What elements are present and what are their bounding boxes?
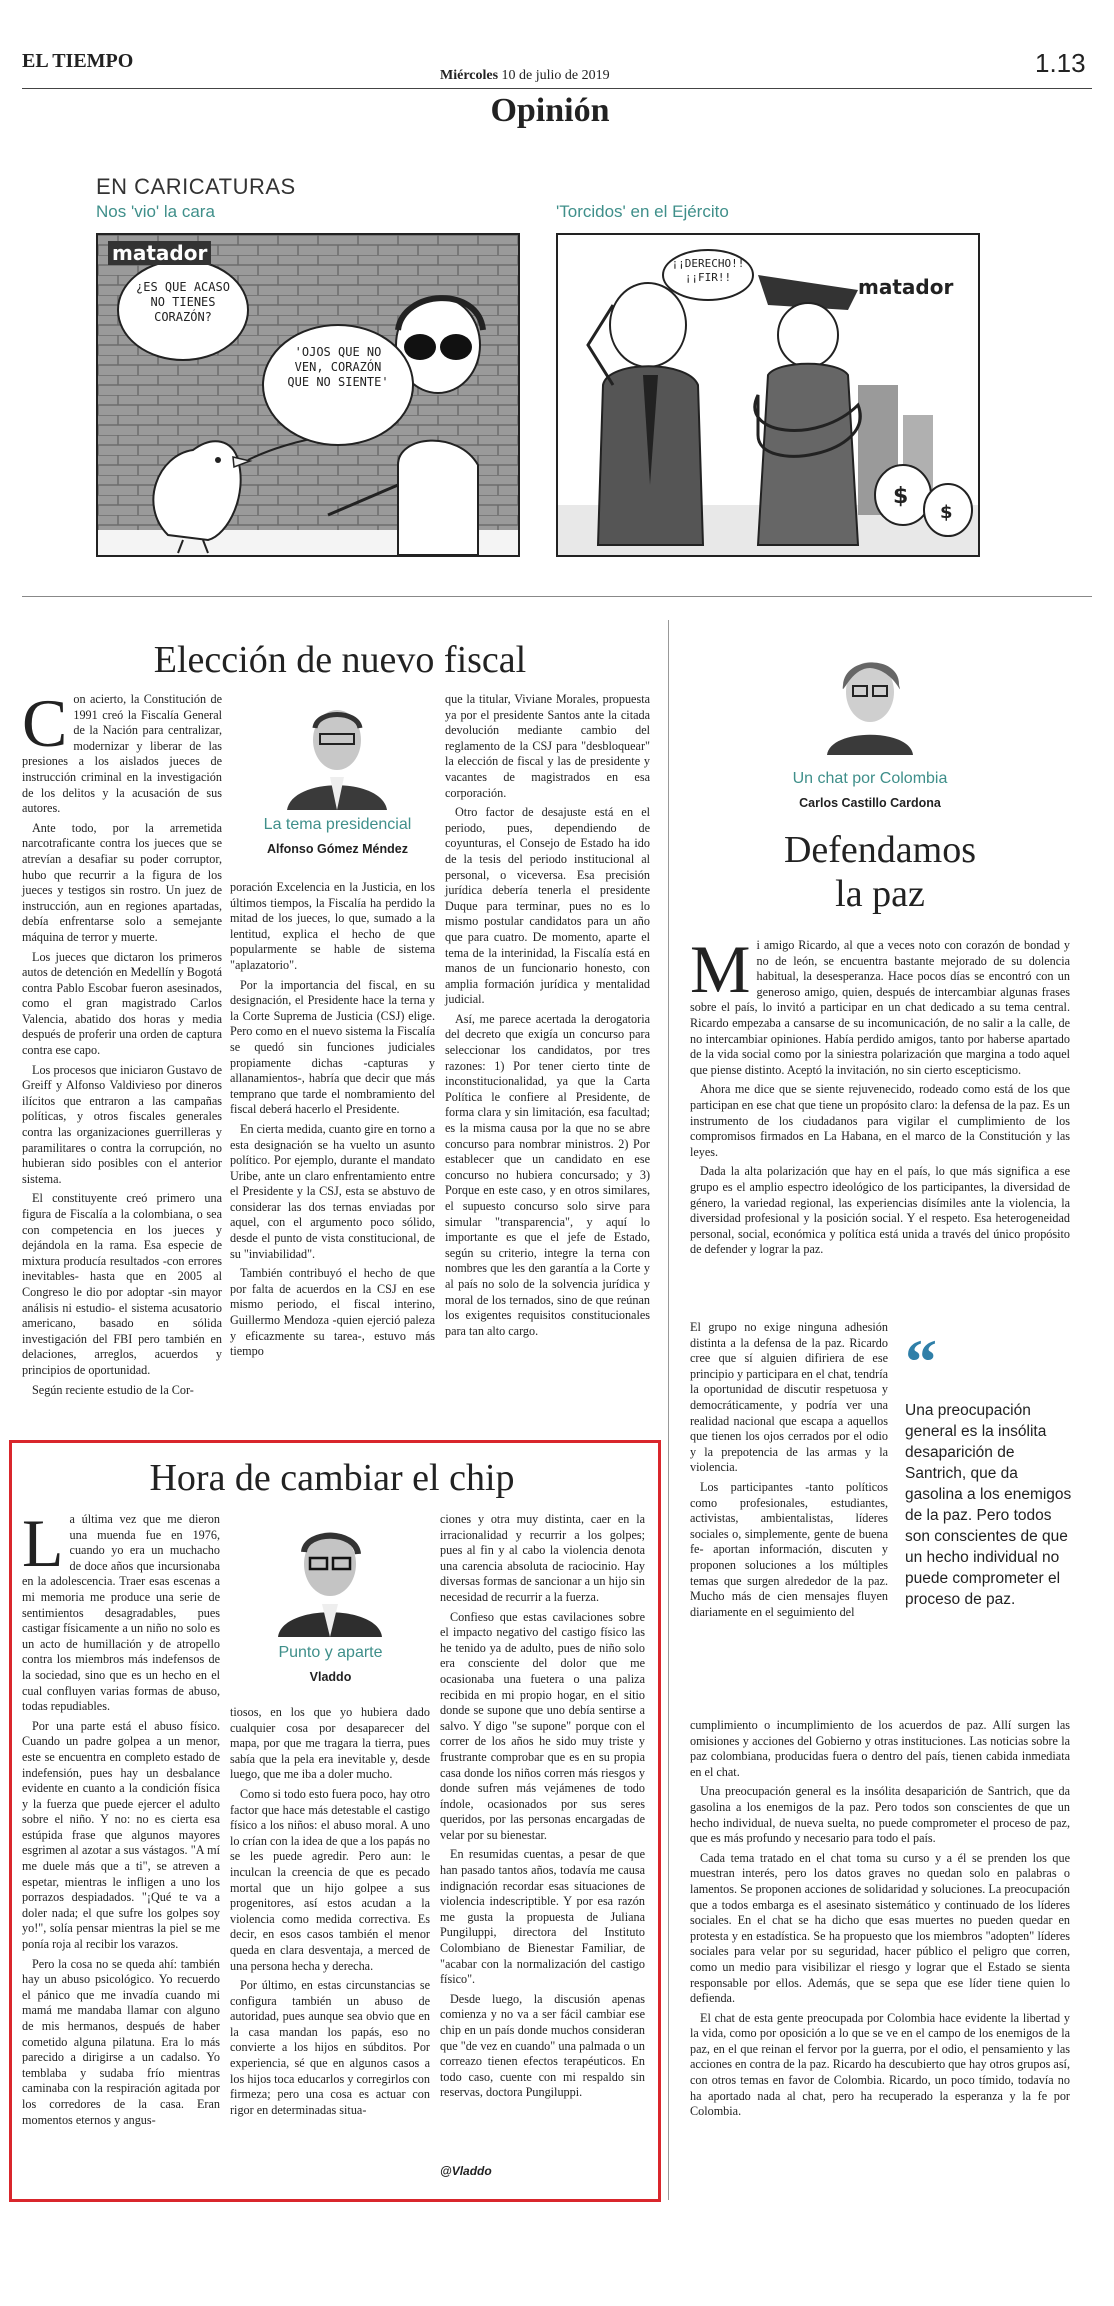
author-photo-drawing [272, 692, 402, 810]
article1-paragraph: poración Excelencia en la Justicia, en los últimos tiempos, la Fiscalía ha perdido la mitad de los jueces, lo que, sumado a la lentitud, explica el hecho de que popularmente se hable de sistema "aplazatorio". [230, 880, 435, 972]
article1-dropcap: C [22, 685, 68, 761]
article3-paragraph: tiosos, en los que yo hubiera dado cualquier cosa por desaparecer del mapa, por que me tragara la tierra, pues sabía que la pela era inevitable y, desde luego, que me iba a doler mucho. [230, 1705, 430, 1782]
article3-paragraph: En resumidas cuentas, a pesar de que han pasado tantos años, todavía me causa indignación recordar esas situaciones de violencia indescriptible. Y por esa razón me gusta la propuesta de Juliana Pungiluppi, directora del Instituto Colombiano de Bienestar Familiar, de "acabar con la normalización del castigo físico". [440, 1847, 645, 1987]
article3-col2 [230, 1705, 430, 2122]
cartoons-rule [22, 596, 1092, 597]
cartoon-left-caption: Nos 'vio' la cara [96, 202, 215, 221]
article1-author: Alfonso Gómez Méndez [267, 842, 408, 856]
article2-headline-line1: Defendamos [783, 829, 977, 871]
article3-paragraph: Confieso que estas cavilaciones sobre el impacto negativo del castigo físico las he tenido ya de adulto, pues de niño solo era consciente del dolor que me ocasionaba una fuetera o una paliza recibida en mi propio hogar, en el sitio donde se supone que uno debía sentirse a salvo. Y digo "se supone" porque con el correr de los años he sido muy triste y frustrante comprobar que es en su propia casa donde los niños corren más riesgos y donde sufren más vejámenes de todo índole, ocasionados por sus seres queridos, por las personas encargadas de velar por su bienestar. [440, 1609, 645, 1842]
cartoon-right-caption: 'Torcidos' en el Ejército [556, 202, 729, 221]
article2-paragraph: i amigo Ricardo, al que a veces noto con corazón de bondad y no de león, se encuentra bastante mejorado de su dolencia habitual, la desesperanza. Hace pocos días se encontró con un generoso amigo, quien, después de intercambiar algunas frases sobre el país, lo invitó a participar en un chat dedicado a su tema central. Ricardo empezaba a cansarse de su incomunicación, de no salir a la calle, de no intercambiar opiniones. Había perdido amigos, tanto por haberse apartado de la vida social como por la siniestra polarización que margina a todo aquel que piense distinto. Aceptó la invitación, no sin cierto escepticismo. [690, 938, 1070, 1077]
cartoon-left [96, 233, 520, 557]
issue-date [440, 68, 610, 84]
svg-text:$: $ [940, 502, 953, 523]
article3-column-name: Punto y aparte [278, 1644, 383, 1661]
article2-paragraph: Ahora me dice que se siente rejuvenecido, rodeado como está de los que participan en ese chat que tiene un propósito claro: la defensa de la paz. Es un instrumento de los ciudadanos para vigilar el cumplimiento de los compromisos firmados en La Habana, en el marco de la Constitución y las leyes. [690, 1082, 1070, 1159]
page-number: 1.13 [1035, 48, 1086, 78]
article3-signature: @Vladdo [440, 2164, 492, 2178]
article2-paragraph: Los participantes -tanto políticos como profesionales, estudiantes, activistas, ambientalistas, líderes sociales o, simplemente, gente de buena fe- aportan información, discuten y proponen soluciones a los múltiples temas que surgen alrededor de la paz. Mucho más de cien mensajes fluyen diariamente en el seguimiento del [690, 1479, 888, 1619]
article1-paragraph: Así, me parece acertada la derogatoria del decreto que exigía un concurso para seleccionar los candidatos, por tres razones: 1) Por tener cierto tinte de inconstitucionalidad, ya que la Carta Política le confiere al Presidente, de forma clara y sin limitación, esa facultad; es la misma causa por la que no se abre concurso para nombrar ministros. 2) Por establecer que un candidato en ese concurso no hubiera concursado; y 3) Porque en este caso, y en otros similares, el supuesto concurso solo sirve para simular "transparencia", y aquí lo importante es que el jefe de Estado, según su criterio, integre la terna con nombres que les den garantía a la Corte y al país no solo de la solvencia jurídica y moral de los ternados, sino de que reúnan los exigentes requisitos constitucionales para tan alto cargo. [445, 1011, 650, 1338]
article1-column-name: La tema presidencial [263, 816, 412, 833]
article2-author: Carlos Castillo Cardona [799, 796, 941, 810]
article3-col3 [440, 1512, 645, 2105]
article1-paragraph: Por la importancia del fiscal, en su designación, el Presidente hace la terna y la Corte Suprema de Justicia (CSJ) elige. Pero como en el nuevo sistema la Fiscalía se quedó sin funciones judiciales propiamente dichas -capturas y allanamientos-, habría que decir que más temprano que tarde el nombramiento del fiscal deberá hacerlo el Presidente. [230, 977, 435, 1117]
quote-mark-icon: “ [905, 1326, 937, 1397]
article2-pullquote: Una preocupación general es la insólita desaparición de Santrich, que da gasolina a los enemigos de la paz. Pero todos son conscientes de que un hecho individual no puede comprometer el proceso de paz. [905, 1402, 1072, 1608]
article1-paragraph: También contribuyó el hecho de que por falta de acuerdos en la CSJ en ese mismo periodo, el fiscal interino, Guillermo Mendoza -quien ejerció paleza y eficazmente su tarea-, estuvo más tiempo [230, 1266, 435, 1359]
article2-headline [690, 828, 1070, 916]
article3-paragraph: Pero la cosa no se queda ahí: también hay un abuso psicológico. Yo recuerdo el pánico que me invadía cuando mi mamá me mandaba llamar con alguno de mis hermanos, después de haber cometido alguna pilatuna. Era lo más parecido a dirigirse a un cadalso. Yo temblaba y sudaba frío mientras caminaba con la respiración agitada por los corredores de la casa. Eran momentos eternos y angus- [22, 1956, 220, 2127]
article1-paragraph: Ante todo, por la arremetida narcotraficante contra los jueces que se atrevían a desafiar su poder corruptor, hubo que recurrir a la figura de los jueces y testigos sin rostro. Un juez de instrucción, aun en regiones apartadas, debía enfrentarse solo a semejante máquina de terror y muerte. [22, 820, 222, 944]
author-photo-drawing [815, 640, 925, 755]
article3-author: Vladdo [309, 1670, 352, 1684]
article2-dropcap: M [690, 931, 751, 1007]
article1-paragraph: on acierto, la Constitución de 1991 creó la Fiscalía General de la Nación para centralizar, modernizar y liberar de las presiones a los aislados jueces de instrucción criminal en la investigación de los delitos y la acusación de sus autores. [22, 692, 222, 816]
article3-paragraph: Por una parte está el abuso físico. Cuando un padre golpea a un menor, este se encuentra en completo estado de indefensión, pues hay un desbalance evidente en cuanto a la condición física y la fuerza que puede ejercer el adulto sobre el niño. Y no: no es cierta esa estúpida frase que algunos mayores esgrimen al azotar a sus vástagos. "A mí me duele más que a ti", se atreven a espetar, mientras le infligen a uno los porrazos despiadados. "¡Qué te va a doler nada; el que sufre los golpes soy yo!", solía pensar mientras la piel se me ponía roja al recibir los varazos. [22, 1718, 220, 1952]
article2-paragraph: Dada la alta polarización que hay en el país, lo que más significa a ese grupo es el amplio espectro ideológico de los participantes, la diversidad de género, la variedad regional, las experiencias disímiles ante la violencia, la diversidad profesional y la posición social. Y el respeto. Esa heterogeneidad personal, social, económica y política está unida a través del único propósito de defender y lograr la paz. [690, 1164, 1070, 1257]
article1-paragraph: El constituyente creó primero una figura de Fiscalía a la colombiana, o sea con competencia en los jueces y dejándola en la rama. Esa especie de mixtura producía resultados -con errores inevitables- hasta que en 2005 al Congreso le dio por adoptar -sin mayor análisis ni estudio- el sistema acusatorio americano, basado en sólida investigación del FBI pero también en delaciones, arreglos, acuerdos y principios de oportunidad. [22, 1191, 222, 1377]
article2-paragraph: Una preocupación general es la insólita desaparición de Santrich, que da gasolina a los enemigos de la paz. Pero todos son conscientes de que un hecho individual, de nueva suelta, no puede comprometer el proceso de paz, que es más profundo y necesario para todo el país. [690, 1784, 1070, 1846]
article2-body-bottom [690, 1718, 1070, 2124]
column-divider [668, 620, 669, 2200]
cartoons-title: EN CARICATURAS [96, 174, 296, 199]
article2-paragraph: El chat de esta gente preocupada por Colombia hace evidente la libertad y la vida, como por oposición a lo que se ve en el campo de los enemigos de la paz, en el que reinan el fervor por la guerra, por el odio, el pensamiento y las acciones en contra de la paz. Ricardo ha descubierto que hay otros grupos así, con otros temas en favor de Colombia. Ricardo, un poco tímido, todavía no ha aportado nada al chat, pero ha recuperado la esperanza y la fe por Colombia. [690, 2010, 1070, 2119]
article1-paragraph: Otro factor de desajuste está en el periodo, pues, dependiendo de coyunturas, el Consejo de Estado ha ido de la tesis del periodo institucional al personal, o viceversa. Esa precisión jurídica debería tenerla el presidente Duque para terminar, pues no es lo mismo postular candidatos para un año que para cuatro. De momento, aparte el tema de la interinidad, la Fiscalía está en manos de un funcionario honesto, con amplia formación jurídica y mentalidad judicial. [445, 805, 650, 1007]
article2-paragraph: El grupo no exige ninguna adhesión distinta a la defensa de la paz. Ricardo cree que sí alguien difiriera de ese principio y participara en el chat, tendría la oportunidad de discutir respetuosa y democráticamente, y podría ver una realidad nacional que escapa a aquellos que tienen los ojos cerrados por el odio y la prepotencia de las armas y la violencia. [690, 1320, 888, 1475]
article1-paragraph: Los procesos que iniciaron Gustavo de Greiff y Alfonso Valdivieso por dineros ilícitos que entraron a las campañas políticas, y otros fiscales generales contra las organizaciones guerrilleras y paramilitares o contra la corrupción, no hubieran sido posibles con el anterior sistema. [22, 1062, 222, 1186]
article2-headline-line2: la paz [835, 873, 925, 915]
article1-paragraph: En cierta medida, cuanto gire en torno a esta designación se ha vuelto un asunto político. Por ejemplo, durante el mandato Uribe, ante un claro enfrentamiento entre el Presidente y la CSJ, esta se abstuvo de considerar las dos ternas enviadas por aquel, con el argumento poco sólido, desde el punto de vista constitucional, de su "inviabilidad". [230, 1121, 435, 1261]
article3-col1 [22, 1505, 220, 2132]
cartoon-left-signature: matador [108, 241, 211, 265]
article1-col2 [230, 880, 435, 1364]
author-photo-drawing [270, 1512, 390, 1637]
article2-author-photo [815, 640, 925, 755]
article3-paragraph: Desde luego, la discusión apenas comienza y no va a ser fácil cambiar ese chip en un país donde muchos consideran que "de vez en cuando" una palmada o un correazo tienen efectos terapéuticos. En todo caso, cuente con mi respaldo sin reservas, doctora Pungiluppi. [440, 1991, 645, 2100]
date-day: Miércoles [440, 68, 499, 83]
article2-body-mid [690, 1320, 888, 1624]
article1-paragraph: Los jueces que dictaron los primeros autos de detención en Medellín y Bogotá contra Pablo Escobar fueron asesinados, como el gran magistrado Carlos Valencia, abatido dos horas y media después de proferir una orden de captura contra ese capo. [22, 949, 222, 1058]
article2-column-name: Un chat por Colombia [792, 770, 948, 787]
article3-headline: Hora de cambiar el chip [149, 1457, 515, 1499]
article3-paragraph: Por último, en estas circunstancias se configura también un abuso de autoridad, pues aunque sea obvio que en la casa mandan los papás, eso no convierte a los hijos en súbditos. Por experiencia, sé que en algunos casos a los hijos toca educarlos y corregirlos con firmeza; pero una cosa es actuar con rigor en determinadas situa- [230, 1978, 430, 2117]
article2-body-top [690, 931, 1070, 1262]
cartoon-left-bubble2: 'OJOS QUE NO VEN, CORAZÓN QUE NO SIENTE' [287, 345, 389, 389]
article1-col3 [445, 692, 650, 1343]
cartoon-left-bubble1: ¿ES QUE ACASO NO TIENES CORAZÓN? [136, 280, 230, 324]
article3-dropcap: L [22, 1505, 64, 1581]
article1-headline: Elección de nuevo fiscal [153, 639, 527, 681]
article1-col1 [22, 685, 222, 1402]
article1-paragraph: que la titular, Viviane Morales, propuesta ya por el presidente Santos ante la citada devolución mediante cambio del reglamento de la CSJ para "desbloquear" la elección de fiscal y las de presidente y vacantes de magistrados en esa corporación. [445, 692, 650, 800]
article3-paragraph: a última vez que me dieron una muenda fue en 1976, cuando yo era un muchacho de doce años que incursionaba en la adolescencia. Traer esas escenas a mi memoria me produce una serie de sentimientos desagradables, pues castigar físicamente a un niño no solo es un acto de humillación y de atropello contra los miembros más indefensos de la sociedad, sino que es un hecho en el cual confluyen varias formas de abuso, todas repudiables. [22, 1512, 220, 1714]
date-rest: 10 de julio de 2019 [501, 68, 610, 83]
cartoon-right-signature: matador [858, 275, 954, 299]
article1-paragraph: Según reciente estudio de la Cor- [32, 1382, 194, 1397]
article3-paragraph: ciones y otra muy distinta, caer en la irracionalidad y recurrir a los golpes; pues al fin y al cabo la violencia denota una carencia absoluta de raciocinio. Hay diversas formas de sancionar a un hijo sin necesidad de recurrir a la fuerza. [440, 1512, 645, 1604]
article2-paragraph: Cada tema tratado en el chat toma su curso y a él se prenden los que muestran interés, pero los datos graves no quedan solo en palabras o lamentos. Se proponen acciones de solidaridad y soluciones. La preocupación que a todos embarga es el asesinato sistemático y continuado de los líderes sociales. En el chat se ha dicho que esas muertes no pueden quedar en protesta y en estadística. Se ha propuesto que los miembros "adopten" líderes sociales para velar por su seguridad, hacer público el peligro que corren, como un medio para visibilizar el riesgo y lograr que el Estado se sienta responsable por ellos. Además, que se sepa que ese líder tiene quien lo defienda. [690, 1850, 1070, 2006]
article3-author-photo [270, 1512, 390, 1637]
article2-paragraph: cumplimiento o incumplimiento de los acuerdos de paz. Allí surgen las omisiones y acciones del Gobierno y otras instituciones. Las noticias sobre la paz colombiana, producidas fuera o dentro del país, tienen cabida inmediata en el chat. [690, 1718, 1070, 1779]
article3-paragraph: Como si todo esto fuera poco, hay otro factor que hace más detestable el castigo físico a los niños: el abuso moral. A uno lo crían con la idea de que a los papás no se les puede agredir. Pero aun: le inculcan la creencia de que es pecado mortal que un hijo golpee a sus progenitores, así estos acudan a la violencia como medida correctiva. Es decir, en esos casos también el menor queda en clara desventaja, a merced de una persona hecha y derecha. [230, 1786, 430, 1973]
article1-author-photo [272, 692, 402, 810]
newspaper-name: EL TIEMPO [22, 50, 134, 72]
svg-text:$: $ [893, 484, 909, 509]
cartoon-right [556, 233, 980, 557]
cartoon-right-bubble1: ¡¡DERECHO!! ¡¡FIR!! [671, 257, 745, 284]
section-title: Opinión [490, 92, 610, 129]
header-rule [22, 88, 1092, 89]
